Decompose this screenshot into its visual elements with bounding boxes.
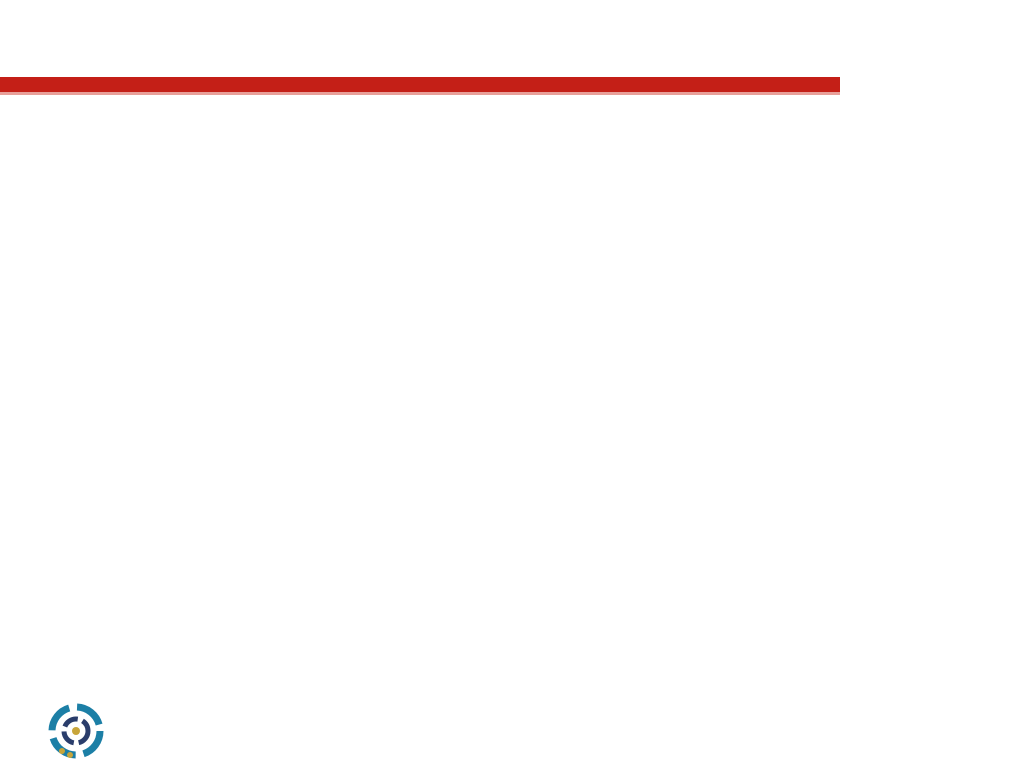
- org-logo-icon: [48, 703, 104, 759]
